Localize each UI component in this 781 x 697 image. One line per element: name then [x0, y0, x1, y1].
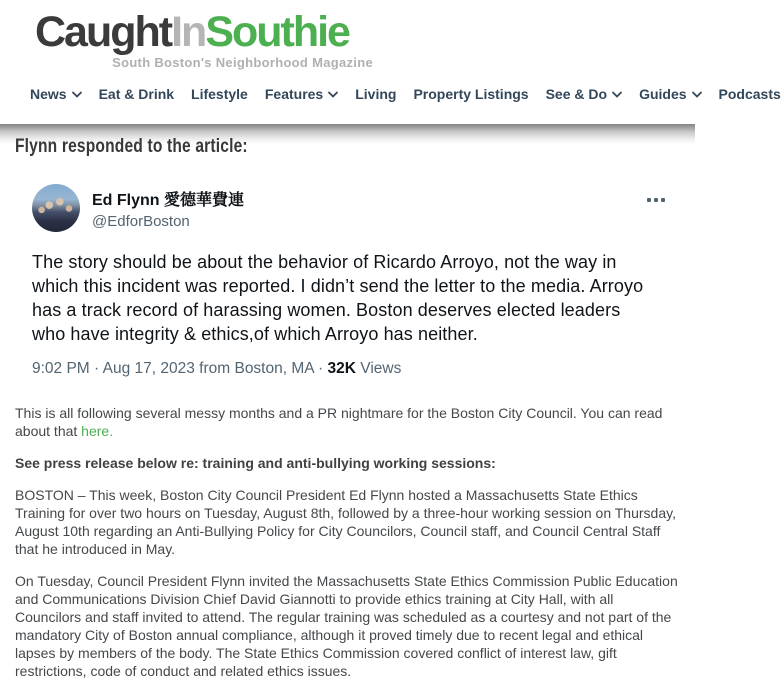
nav-item-label: Lifestyle: [191, 86, 248, 102]
site-wordmark: [35, 10, 375, 54]
nav-item-label: Living: [355, 86, 397, 102]
here-link[interactable]: here: [81, 423, 110, 439]
nav-item-label: Podcasts: [718, 86, 781, 102]
nav-item-living[interactable]: [355, 86, 396, 102]
tweet-meta-text: 9:02 PM · Aug 17, 2023 from Boston, MA ·: [32, 360, 328, 377]
embedded-tweet: [32, 184, 665, 378]
views-count: 32K: [327, 360, 356, 377]
article-body: [15, 404, 681, 680]
paragraph-tuesday: On Tuesday, Council President Flynn invited the Massachusetts State Ethics Commission Public Education and Communications Division Chief David Giannotti to provide ethics training at City Hall, with all Councilors and staff invited to attend. The regular training was scheduled as a courtesy and not part of the mandatory City of Boston annual compliance, although it proved timely due to recent legal and ethical lapses by members of the body. The State Ethics Commission covered conflict of interest law, gift restrictions, code of conduct and related ethics issues.: [15, 573, 678, 679]
wordmark-southie: Southie: [205, 8, 349, 56]
nav-item-label: See & Do: [545, 86, 608, 102]
site-tagline: South Boston's Neighborhood Magazine: [112, 55, 373, 70]
tweet-author-name[interactable]: Ed Flynn 愛德華費連: [92, 192, 245, 209]
nav-item-lifestyle[interactable]: [191, 86, 248, 102]
tweet-timestamp[interactable]: [32, 360, 665, 378]
wordmark-caught: Caught: [35, 8, 172, 56]
nav-item-eat-drink[interactable]: [99, 86, 174, 102]
nav-item-podcasts[interactable]: [719, 86, 781, 102]
views-label: Views: [355, 360, 402, 377]
avatar[interactable]: [32, 184, 80, 232]
nav-item-see-do[interactable]: [546, 86, 622, 102]
paragraph-boston: BOSTON – This week, Boston City Council President Ed Flynn hosted a Massachusetts State Ethics Training for over two hours on Tuesday, August 8th, followed by a three-hour working session on Thursday, August 10th regarding an Anti-Bullying Policy for City Councilors, Council staff, and Council Central Staff that he introduced in May.: [15, 487, 676, 557]
nav-item-label: Guides: [639, 86, 687, 102]
paragraph-intro-period: .: [109, 423, 114, 439]
paragraph-intro: [15, 404, 681, 440]
chevron-down-icon: [72, 91, 82, 98]
paragraph-intro-text: This is all following several messy months and a PR nightmare for the Boston City Council. You can read about that: [15, 405, 663, 439]
chevron-down-icon: [692, 91, 702, 98]
chevron-down-icon: [328, 91, 338, 98]
tweet-author-handle[interactable]: @EdforBoston: [92, 213, 190, 230]
more-options-icon[interactable]: [647, 184, 665, 202]
nav-item-features[interactable]: [265, 86, 338, 102]
nav-item-label: Eat & Drink: [98, 86, 175, 102]
nav-item-property-listings[interactable]: [413, 86, 528, 102]
tweet-header: [32, 184, 665, 232]
nav-item-news[interactable]: [30, 86, 82, 102]
main-nav: [0, 84, 781, 104]
tweet-author: [92, 184, 244, 230]
nav-item-label: Property Listings: [413, 86, 529, 102]
nav-item-label: News: [30, 86, 67, 102]
section-heading: Flynn responded to the article:: [15, 136, 248, 157]
chevron-down-icon: [612, 91, 622, 98]
article-main: [0, 136, 695, 680]
nav-item-label: Features: [264, 86, 324, 102]
wordmark-in: In: [171, 8, 206, 56]
nav-item-guides[interactable]: [639, 86, 701, 102]
site-logo[interactable]: [35, 10, 375, 70]
tweet-text: The story should be about the behavior of Ricardo Arroyo, not the way in which this incident was reported. I didn’t send the letter to the media. Arroyo has a track record of harassing women. Boston deserves elected leaders who have integrity & ethics,of which Arroyo has neither.: [32, 252, 644, 344]
site-header: [0, 0, 781, 104]
press-release-lead: See press release below re: training and anti-bullying working sessions:: [15, 455, 496, 471]
